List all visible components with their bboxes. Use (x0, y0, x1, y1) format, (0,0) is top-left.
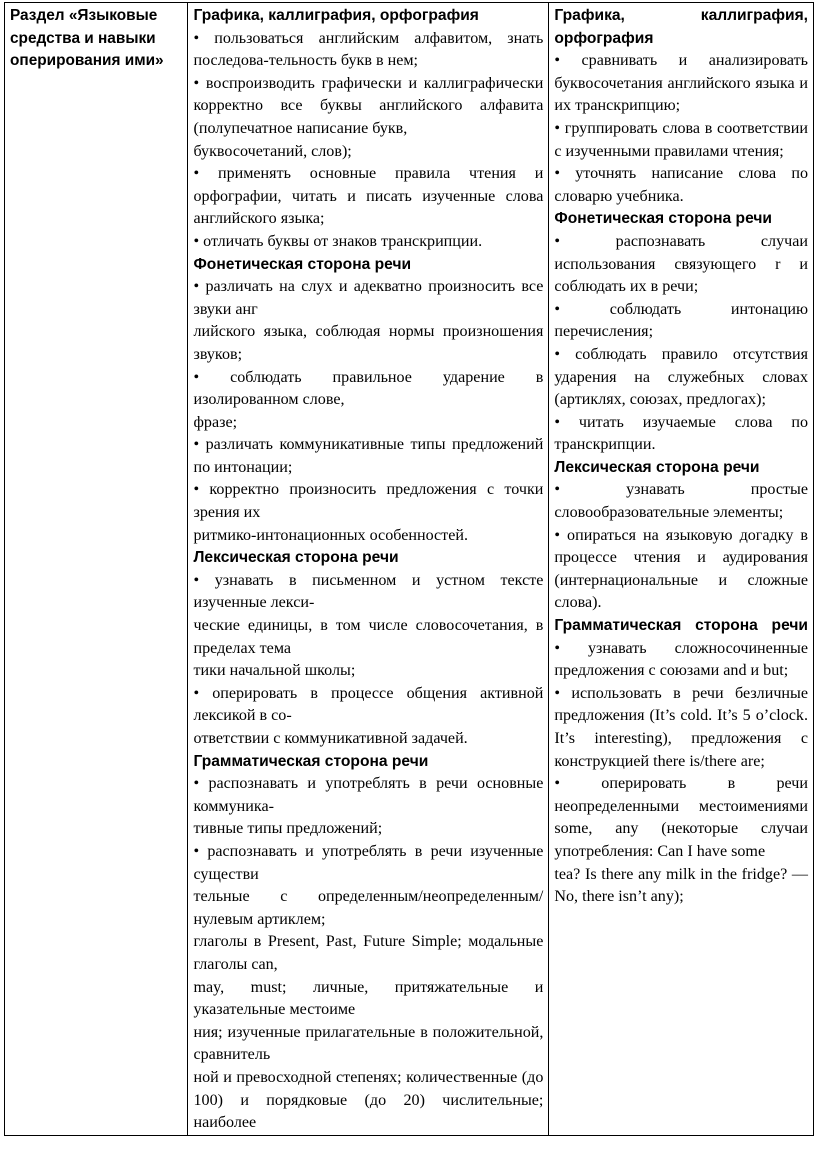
list-item: лийского языка, соблюдая нормы произношения звуков; (193, 323, 544, 363)
list-item: ритмико-интонационных особенностей. (193, 526, 468, 544)
list-item: ния; изученные прилагательные в положительной, сравнитель (193, 1023, 544, 1064)
subsection-heading: Лексическая сторона речи (193, 549, 399, 567)
list-item: • распознавать и употреблять в речи изученные существи (193, 842, 544, 883)
list-item: • соблюдать интонацию перечисления; (554, 300, 808, 341)
list-item: • оперировать в процессе общения активной лексикой в со- (193, 684, 544, 725)
list-item: • распознавать и употреблять в речи основные коммуника- (193, 775, 544, 815)
list-item: глаголы в Present, Past, Future Simple; модальные глаголы can, (193, 933, 544, 973)
list-item: • корректно произносить предложения с точки зрения их (193, 481, 544, 522)
list-item: • различать на слух и адекватно произносить все звуки анг (193, 278, 544, 318)
list-item: буквосочетаний, слов); (193, 142, 352, 160)
list-item: • узнавать сложносочиненные предложения с союзами and и but; (554, 639, 808, 680)
list-item: • читать изучаемые слова по транскрипции. (554, 413, 808, 454)
list-item: • группировать слова в соответствии с изученными правилами чтения; (554, 119, 808, 160)
subsection-heading: Графика, каллиграфия, орфография (554, 7, 808, 47)
subsection-heading: Лексическая сторона речи (554, 458, 760, 476)
list-item: • различать коммуникативные типы предложений по интонации; (193, 436, 544, 476)
list-item: • воспроизводить графически и каллиграфически корректно все буквы английского алфавита (полупечатное написание букв, (193, 74, 544, 137)
list-item: • соблюдать правило отсутствия ударения на служебных словах (артиклях, союзах, предлогах); (554, 345, 808, 409)
list-item: • соблюдать правильное ударение в изолированном слове, (193, 368, 544, 409)
list-item: • узнавать в письменном и устном тексте изученные лекси- (193, 571, 544, 612)
list-item: фразе; (193, 413, 238, 431)
list-item: • сравнивать и анализировать буквосочетания английского языка и их транскрипцию; (554, 52, 808, 115)
learner-may-learn-column (549, 3, 814, 1136)
list-item: • оперировать в речи неопределенными местоимениями some, any (некоторые случаи употребления: Can I have some (554, 775, 808, 860)
list-item: • узнавать простые словообразовательные элементы; (554, 481, 808, 522)
subsection-heading: Грамматическая сторона речи (554, 617, 808, 635)
list-item: ческие единицы, в том числе словосочетания, в пределах тема (193, 617, 544, 657)
learner-will-learn-column (188, 3, 549, 1136)
subsection-heading: Грамматическая сторона речи (193, 752, 429, 770)
list-item: тики начальной школы; (193, 662, 356, 680)
section-cell (5, 3, 188, 1136)
list-item: • уточнять написание слова по словарю учебника. (554, 165, 808, 205)
list-item: ответствии с коммуникативной задачей. (193, 730, 468, 747)
list-item: • отличать буквы от знаков транскрипции. (193, 232, 483, 250)
subsection-heading: Графика, каллиграфия, орфография (193, 7, 479, 24)
curriculum-table (4, 2, 814, 1136)
list-item: tea? Is there any milk in the fridge? — No, there isn’t any); (554, 865, 808, 906)
subsection-heading: Фонетическая сторона речи (193, 255, 412, 273)
list-item: тивные типы предложений; (193, 820, 383, 838)
list-item: • опираться на языковую догадку в процессе чтения и аудирования (интернациональные и сложные слова). (554, 526, 808, 612)
list-item: тельные с определенным/неопределенным/нулевым артиклем; (193, 888, 544, 928)
list-item: • применять основные правила чтения и орфографии, читать и писать изученные слова английского языка; (193, 165, 544, 228)
list-item: • использовать в речи безличные предложения (It’s cold. It’s 5 o’clock. It’s interesting), предложения с конструкцией there is/there are; (554, 684, 808, 770)
list-item: ной и превосходной степенях; количественные (до 100) и порядковые (до 20) числительные; наиболее (193, 1068, 544, 1132)
table-row (5, 3, 814, 1136)
section-title: Раздел «Языковые средства и навыки оперирования ими» (10, 7, 164, 69)
subsection-heading: Фонетическая сторона речи (554, 210, 772, 228)
list-item: • распознавать случаи использования связующего r и соблюдать их в речи; (554, 232, 808, 296)
list-item: • пользоваться английским алфавитом, знать последова-тельность букв в нем; (193, 29, 544, 70)
list-item: may, must; личные, притяжательные и указательные местоиме (193, 978, 544, 1019)
